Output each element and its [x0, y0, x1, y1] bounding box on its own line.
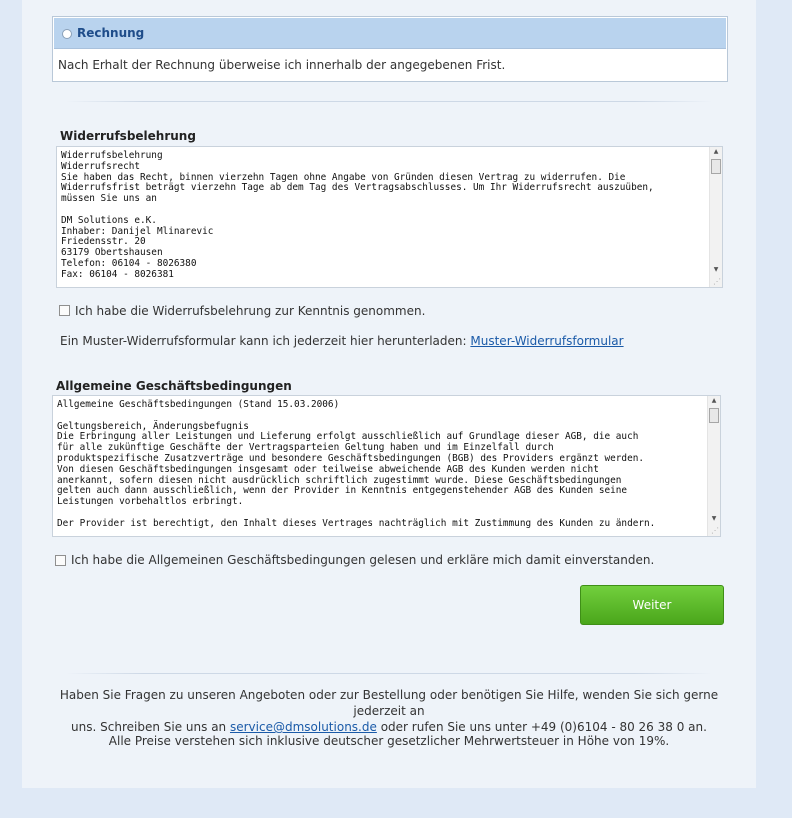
resize-grip-icon[interactable]: ⋰	[713, 277, 721, 286]
terms-text: Allgemeine Geschäftsbedingungen (Stand 15.03.2006) Geltungsbereich, Änderungsbefugnis Die Erbringung aller Leistungen und Lieferung erfolgt ausschließlich auf Grundlage dieser AGB, die auch für alle zukünftige Geschäfte der Vertragsparteien Geltung haben und im Einzelfall durch produktspezifische Zusatzverträge und besondere Geschäftsbedingungen (BGB) des Providers ergänzt werden. Von diesen Geschäftsbedingungen insgesamt oder teilweise abweichende AGB des Kunden werden nicht anerkannt, sofern diesen nicht ausdrücklich schriftlich zugestimmt wurde. Diese Geschäftsbedingungen gelten auch dann ausschließlich, wenn der Provider in Kenntnis entgegenstehender AGB des Kunden seine Leistungen vorbehaltlos erbringt. Der Provider ist berechtigt, den Inhalt dieses Vertrages nachträglich mit Zustimmung des Kunden zu ändern.	[57, 399, 656, 529]
payment-radio[interactable]	[62, 29, 72, 39]
divider	[66, 673, 712, 674]
withdrawal-text: Widerrufsbelehrung Widerrufsrecht Sie haben das Recht, binnen vierzehn Tagen ohne Angabe von Gründen diesen Vertrag zu widerrufen. Die Widerrufsfrist beträgt vierzehn Tage ab dem Tag des Vertragsabschlusses. Um Ihr Widerrufsrecht auszuüben, müssen Sie uns an DM Solutions e.K. Inhaber: Danijel Mlinarevic Friedensstr. 20 63179 Obertshausen Telefon: 06104 - 8026380 Fax: 06104 - 8026381	[61, 150, 654, 280]
payment-description: Nach Erhalt der Rechnung überweise ich innerhalb der angegebenen Frist.	[58, 58, 506, 72]
terms-checkbox-label: Ich habe die Allgemeinen Geschäftsbedingungen gelesen und erkläre mich damit einverstanden.	[71, 553, 655, 567]
scroll-thumb[interactable]	[709, 408, 719, 423]
download-form-link[interactable]: Muster-Widerrufsformular	[470, 334, 624, 348]
withdrawal-heading: Widerrufsbelehrung	[60, 129, 196, 143]
scroll-down-icon[interactable]: ▼	[711, 515, 717, 522]
download-text-label: Ein Muster-Widerrufsformular kann ich jederzeit hier herunterladen:	[60, 334, 467, 348]
terms-checkbox[interactable]	[55, 555, 66, 566]
footer-help-line1: Haben Sie Fragen zu unseren Angeboten oder zur Bestellung oder benötigen Sie Hilfe, wenden Sie sich gerne jederzeit an	[59, 688, 719, 718]
scroll-up-icon[interactable]: ▲	[713, 148, 719, 155]
footer-text: uns. Schreiben Sie uns an	[71, 720, 227, 734]
terms-scrollbar[interactable]	[707, 396, 720, 536]
footer-text: oder rufen Sie uns unter +49 (0)6104 - 80 26 38 0 an.	[380, 720, 707, 734]
checkout-panel	[22, 0, 756, 788]
vat-note: Alle Preise verstehen sich inklusive deutscher gesetzlicher Mehrwertsteuer in Höhe von 19%.	[108, 734, 670, 748]
withdrawal-scrollbar[interactable]	[709, 147, 722, 287]
resize-grip-icon[interactable]: ⋰	[711, 526, 719, 535]
next-button[interactable]: Weiter	[580, 585, 724, 625]
payment-method-box	[52, 16, 728, 82]
scroll-down-icon[interactable]: ▼	[713, 266, 719, 273]
payment-option-header[interactable]	[54, 18, 726, 49]
terms-textarea[interactable]	[52, 395, 721, 537]
payment-option-title: Rechnung	[77, 26, 145, 40]
terms-heading: Allgemeine Geschäftsbedingungen	[56, 379, 292, 393]
download-text	[60, 334, 624, 348]
footer-help	[44, 687, 734, 735]
scroll-up-icon[interactable]: ▲	[711, 397, 717, 404]
withdrawal-checkbox-label: Ich habe die Widerrufsbelehrung zur Kenntnis genommen.	[75, 304, 426, 318]
withdrawal-textarea[interactable]	[56, 146, 723, 288]
scroll-thumb[interactable]	[711, 159, 721, 174]
divider	[66, 101, 712, 102]
withdrawal-checkbox[interactable]	[59, 305, 70, 316]
email-link[interactable]: service@dmsolutions.de	[229, 720, 377, 734]
